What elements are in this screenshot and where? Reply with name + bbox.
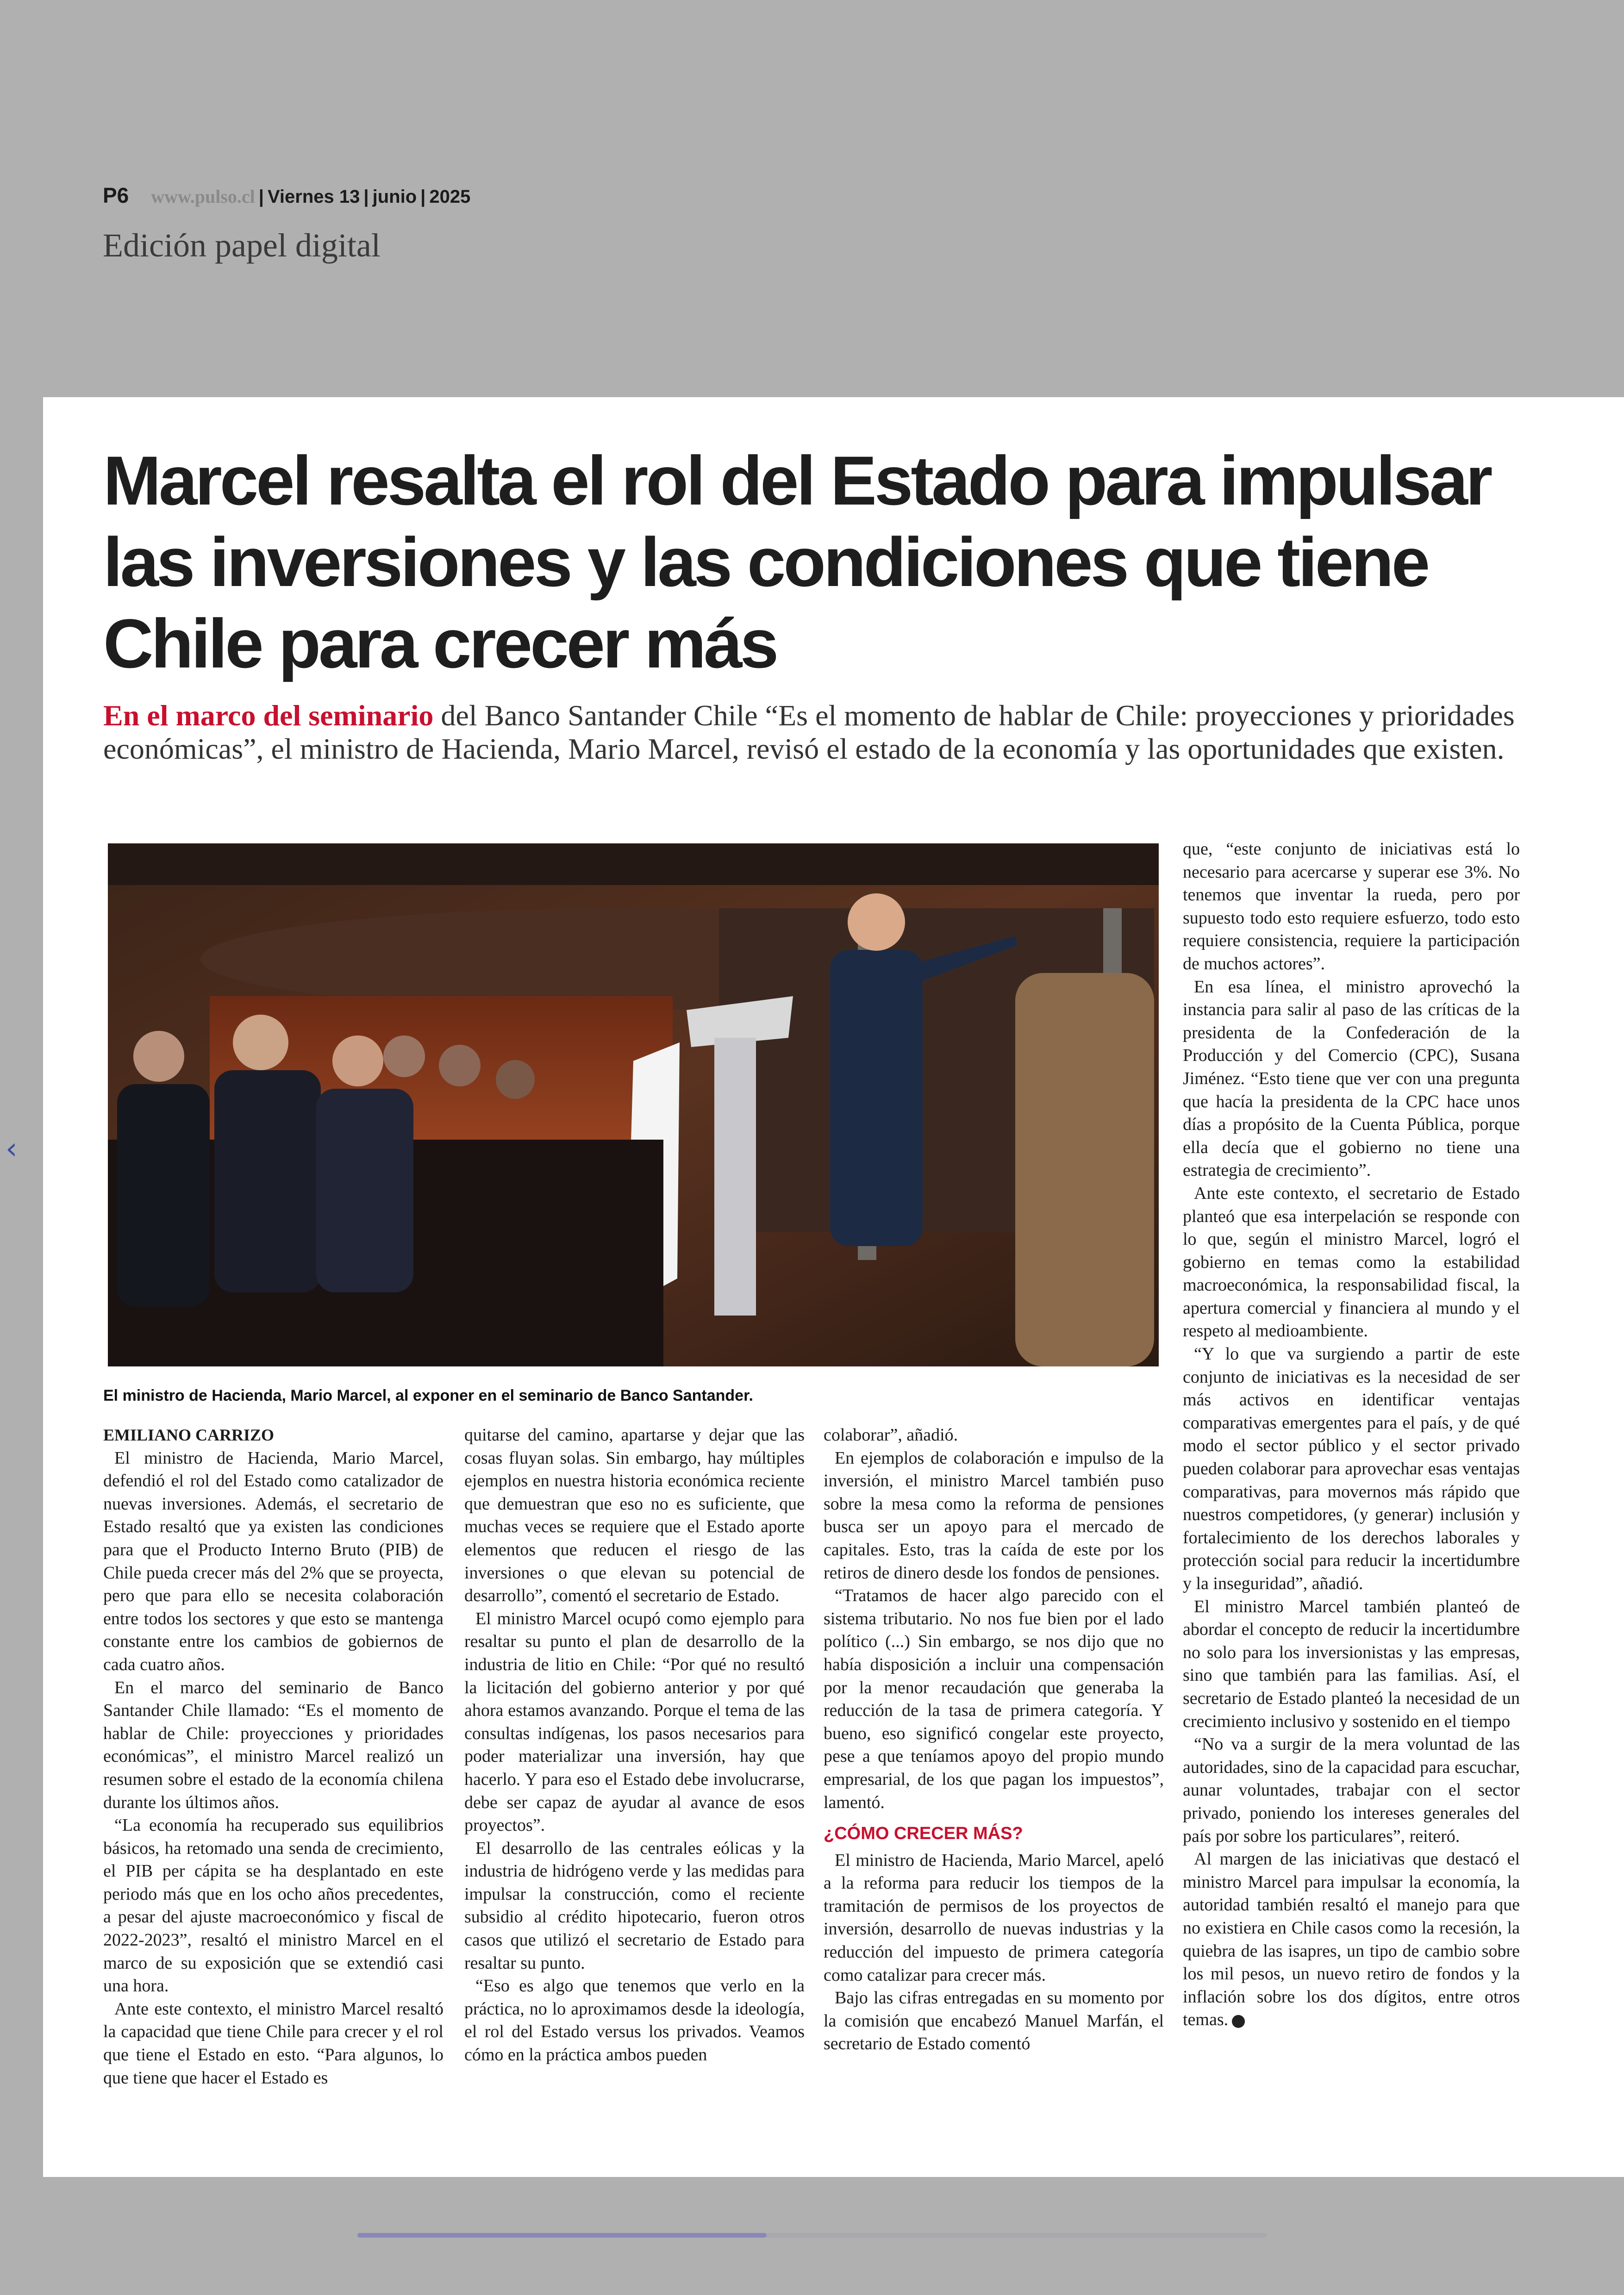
article-column-1 — [103, 1424, 443, 2089]
date-month: junio — [372, 187, 417, 207]
paragraph: “Eso es algo que tenemos que verlo en la práctica, no lo aproximamos desde la ideología, el rol del Estado versus los privados. Veamos cómo en la práctica ambos pueden — [464, 1976, 805, 2065]
page-header — [103, 183, 470, 265]
page-number: P6 — [103, 183, 129, 207]
edition-label: Edición papel digital — [103, 227, 381, 264]
paragraph: Ante este contexto, el ministro Marcel resaltó la capacidad que tiene Chile para crecer y el rol que tiene el Estado en esto. “Para algunos, lo que tiene que hacer el Estado es — [103, 1999, 443, 2088]
date-day: Viernes 13 — [267, 187, 360, 207]
article-column-2 — [464, 1424, 805, 2067]
paragraph: Ante este contexto, el secretario de Estado planteó que esa interpelación se responde con lo que, según el ministro Marcel, logró el gobierno en temas como la estabilidad macroeconómica, la responsabilidad fiscal, la apertura comercial y financiera al mundo y el respeto al medioambiente. — [1183, 1183, 1520, 1341]
separator: | — [258, 187, 264, 207]
paragraph: En ejemplos de colaboración e impulso de la inversión, el ministro Marcel también puso sobre la mesa como la reforma de pensiones busca ser un apoyo para el mercado de capitales. Esto, tras la caída de este por los retiros de dinero desde los fondos de pensiones. — [824, 1448, 1164, 1583]
newspaper-page — [43, 397, 1624, 2177]
paragraph: En el marco del seminario de Banco Santander Chile llamado: “Es el momento de hablar de Chile: proyecciones y prioridades económicas”, el ministro Marcel realizó un resumen sobre el estado de la economía chilena durante los últimos años. — [103, 1678, 443, 1812]
paragraph: El ministro Marcel también planteó de abordar el concepto de reducir la incertidumbre no solo para los inversionistas y las empresas, sino que también para las familias. Así, el secretario de Estado planteó la necesidad de un crecimiento inclusivo y sostenido en el tiempo — [1183, 1597, 1520, 1731]
site-url: www.pulso.cl — [151, 186, 255, 207]
end-mark-icon — [1232, 2015, 1245, 2028]
separator: | — [420, 187, 426, 207]
paragraph: colaborar”, añadió. — [824, 1425, 958, 1445]
paragraph: “La economía ha recuperado sus equilibrios básicos, ha retomado una senda de crecimiento, el PIB per cápita se ha desplantado en este periodo más que en los ocho años precedentes, a pesar del ajuste macroeconómico y fiscal de 2022-2023”, resaltó el ministro Marcel en el marco de su exposición que se extendió casi una hora. — [103, 1815, 443, 1996]
paragraph: “Y lo que va surgiendo a partir de este conjunto de iniciativas es la necesidad de ser más activos en identificar ventajas comparativas emergentes para el país, y de qué modo el sector público y el sector privado pueden colaborar para aprovechar esas ventajas comparativas, para movernos más rápido que nuestros competidores, (y generar) inclusión y fortalecimiento de los derechos laborales y protección social para reducir la incertidumbre y la inseguridad”, añadió. — [1183, 1344, 1520, 1593]
date-year: 2025 — [429, 187, 471, 207]
separator: | — [363, 187, 369, 207]
byline: EMILIANO CARRIZO — [103, 1426, 275, 1444]
seminar-photo-illustration — [108, 843, 1159, 1366]
article-column-4 — [1183, 838, 1520, 2032]
deck-text: del Banco Santander Chile “Es el momento de hablar de Chile: proyecciones y prioridades económicas”, el ministro de Hacienda, Mario Marcel, revisó el estado de la economía y las oportunidades que existen. — [103, 699, 1515, 765]
folio-line — [103, 183, 470, 208]
paragraph: En esa línea, el ministro aprovechó la instancia para salir al paso de las críticas de la presidenta de la Confederación de la Producción y del Comercio (CPC), Susana Jiménez. “Esto tiene que ver con una pregunta que hacía la presidenta de la CPC hace unos días a propósito de la Cuenta Pública, porque ella decía que el gobierno no tiene una estrategia de crecimiento”. — [1183, 977, 1520, 1180]
paragraph-text: Al margen de las iniciativas que destacó el ministro Marcel para impulsar la economía, la autoridad también resaltó el manejo para que no existiera en Chile casos como la recesión, la quiebra de las isapres, un tipo de cambio sobre los mil pesos, un nuevo retiro de fondos y la inflación sobre los dos dígitos, entre otros temas. — [1183, 1849, 1520, 2030]
paragraph: Bajo las cifras entregadas en su momento por la comisión que encabezó Manuel Marfán, el secretario de Estado comentó — [824, 1988, 1164, 2054]
section-subhead: ¿CÓMO CRECER MÁS? — [824, 1824, 1023, 1844]
paragraph-final — [1183, 1848, 1520, 2032]
paragraph: El desarrollo de las centrales eólicas y la industria de hidrógeno verde y las medidas para impulsar la construcción, como el reciente subsidio al crédito hipotecario, fueron otros casos que utilizó el secretario de Estado para resaltar su punto. — [464, 1838, 805, 1973]
paragraph: El ministro Marcel ocupó como ejemplo para resaltar su punto el plan de desarrollo de la industria de litio en Chile: “Por qué no resultó la licitación del gobierno anterior y por qué ahora estamos avanzando. Porque el tema de las consultas indígenas, los pasos necesarios para poder materializar una inversión, hay que hacerlo. Y para eso el Estado debe involucrarse, debe ser capaz de ayudar al avance de esos proyectos”. — [464, 1609, 805, 1835]
paragraph: El ministro de Hacienda, Mario Marcel, defendió el rol del Estado como catalizador de nuevas inversiones. Además, el secretario de Estado resaltó que ya existen las condiciones para que el Producto Interno Bruto (PIB) de Chile pueda crecer más del 2% que se proyecta, pero que para ello se necesita colaboración entre todos los sectores y que esto se mantenga constante entre los cambios de gobiernos de cada cuatro años. — [103, 1448, 443, 1674]
article-headline: Marcel resalta el rol del Estado para impulsar las inversiones y las condiciones que tiene Chile para crecer más — [103, 442, 1491, 682]
paragraph: que, “este conjunto de iniciativas está lo necesario para acercarse y superar ese 3%. No tenemos que inventar la rueda, pero por supuesto todo esto requiere esfuerzo, todo esto requiere consistencia, requiere la participación de muchos actores”. — [1183, 839, 1520, 973]
chevron-left-icon[interactable]: ‹ — [6, 1132, 18, 1166]
deck-kicker: En el marco del seminario — [103, 699, 434, 732]
paragraph: “Tratamos de hacer algo parecido con el sistema tributario. No nos fue bien por el lado político (...) Sin embargo, se nos dijo que no había disposición a incluir una compensación por la menor recaudación que generaba la reducción de la tasa de primera categoría. Y bueno, eso significó congelar este proyecto, pese a que teníamos apoyo del propio mundo empresarial, de los que pagan los impuestos”, lamentó. — [824, 1586, 1164, 1812]
paragraph: quitarse del camino, apartarse y dejar que las cosas fluyan solas. Sin embargo, hay múltiples ejemplos en nuestra historia económica reciente que demuestran que eso no es suficiente, que muchas veces se requiere que el Estado aporte elementos que reducen el riesgo de las inversiones o que elevan su potencial de desarrollo”, comentó el secretario de Estado. — [464, 1425, 805, 1606]
page-scrollbar[interactable] — [357, 2233, 1267, 2238]
paragraph: “No va a surgir de la mera voluntad de las autoridades, sino de la capacidad para escuchar, aunar voluntades, trabajar con el sector privado, poniendo los intereses generales del país por sobre los particulares”, reiteró. — [1183, 1734, 1520, 1846]
photo-caption: El ministro de Hacienda, Mario Marcel, al exponer en el seminario de Banco Santander. — [103, 1387, 753, 1404]
scrollbar-thumb[interactable] — [357, 2233, 767, 2238]
article-photo — [108, 843, 1159, 1366]
paragraph: El ministro de Hacienda, Mario Marcel, apeló a la reforma para reducir los tiempos de la tramitación de permisos de los proyectos de inversión, desarrollo de nuevas industrias y la reducción del impuesto de primera categoría como catalizar para crecer más. — [824, 1850, 1164, 1985]
article-column-3 — [824, 1424, 1164, 2056]
article-deck — [103, 699, 1548, 766]
